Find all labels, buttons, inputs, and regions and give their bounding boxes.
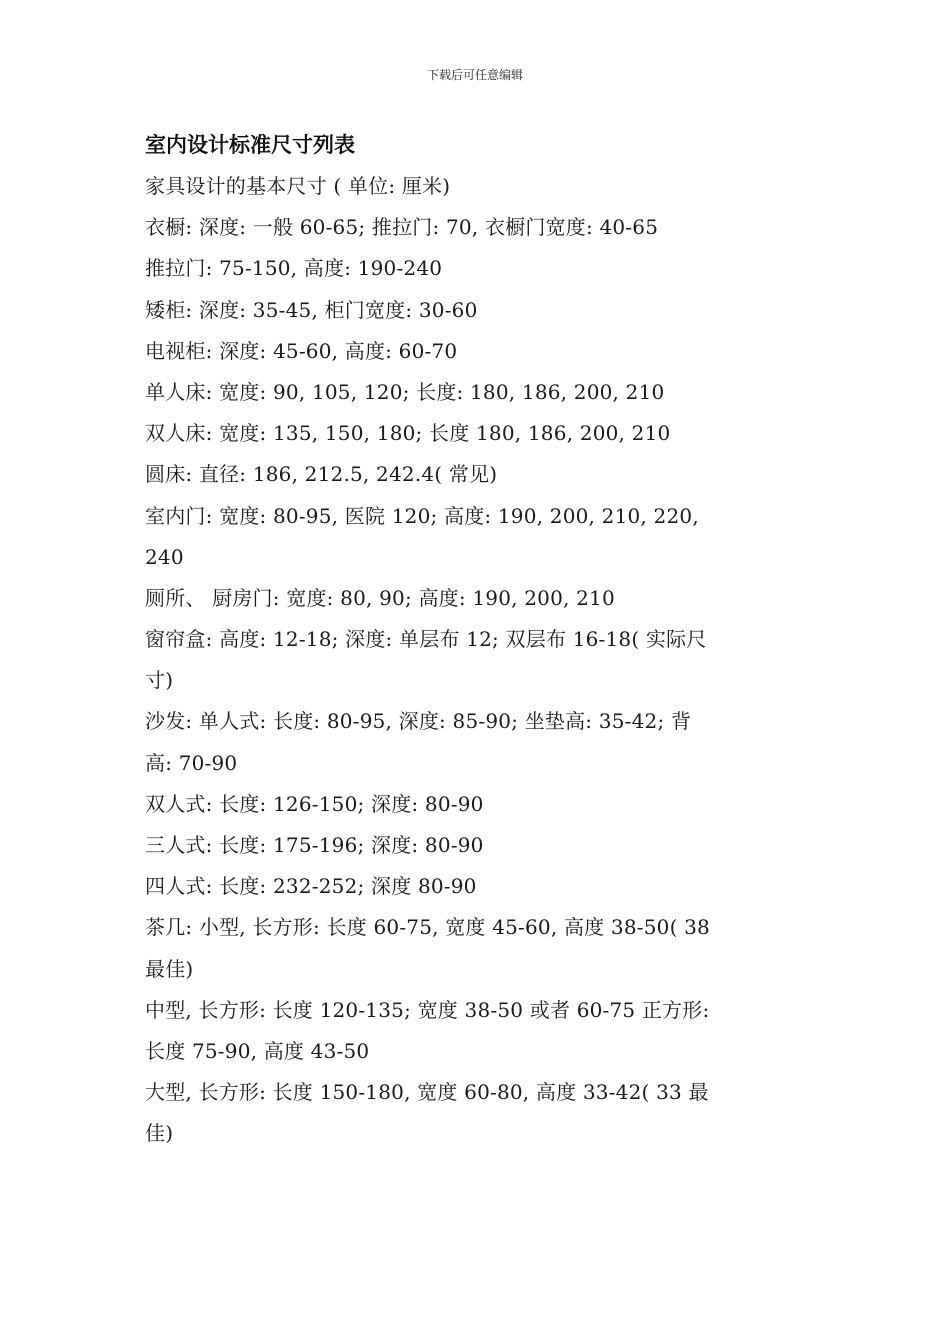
text-line: 双人床: 宽度: 135, 150, 180; 长度 180, 186, 200, 210: [145, 421, 671, 446]
text-line: 佳): [145, 1121, 174, 1146]
text-line: 最佳): [145, 956, 194, 981]
document-body: [145, 166, 815, 1155]
text-line: 家具设计的基本尺寸 ( 单位: 厘米): [145, 174, 451, 198]
text-line: 茶几: 小型, 长方形: 长度 60-75, 宽度 45-60, 高度 38-50( 38: [145, 915, 710, 940]
text-line: 四人式: 长度: 232-252; 深度 80-90: [145, 874, 477, 899]
text-line: 推拉门: 75-150, 高度: 190-240: [145, 256, 443, 281]
text-line: 窗帘盒: 高度: 12-18; 深度: 单层布 12; 双层布 16-18( 实际尺: [145, 627, 707, 652]
text-line: 长度 75-90, 高度 43-50: [145, 1038, 370, 1063]
text-line: 寸): [145, 668, 174, 693]
document-title: 室内设计标准尺寸列表: [145, 132, 355, 157]
text-line: 电视柜: 深度: 45-60, 高度: 60-70: [145, 338, 458, 363]
text-line: 衣橱: 深度: 一般 60-65; 推拉门: 70, 衣橱门宽度: 40-65: [145, 215, 659, 240]
text-line: 圆床: 直径: 186, 212.5, 242.4( 常见): [145, 462, 498, 487]
text-line: 双人式: 长度: 126-150; 深度: 80-90: [145, 791, 484, 816]
text-line: 中型, 长方形: 长度 120-135; 宽度 38-50 或者 60-75 正方形:: [145, 997, 710, 1022]
text-line: 矮柜: 深度: 35-45, 柜门宽度: 30-60: [145, 297, 478, 322]
text-line: 单人床: 宽度: 90, 105, 120; 长度: 180, 186, 200, 210: [145, 379, 665, 404]
header-note: 下载后可任意编辑: [426, 68, 523, 82]
text-line: 240: [145, 544, 184, 569]
text-line: 室内门: 宽度: 80-95, 医院 120; 高度: 190, 200, 210, 220,: [145, 503, 699, 528]
text-line: 沙发: 单人式: 长度: 80-95, 深度: 85-90; 坐垫高: 35-42; 背: [145, 709, 692, 734]
text-line: 三人式: 长度: 175-196; 深度: 80-90: [145, 833, 484, 857]
text-line: 高: 70-90: [145, 750, 238, 775]
text-line: 厕所、 厨房门: 宽度: 80, 90; 高度: 190, 200, 210: [145, 585, 615, 610]
text-line: 大型, 长方形: 长度 150-180, 宽度 60-80, 高度 33-42( 33 最: [145, 1080, 709, 1105]
